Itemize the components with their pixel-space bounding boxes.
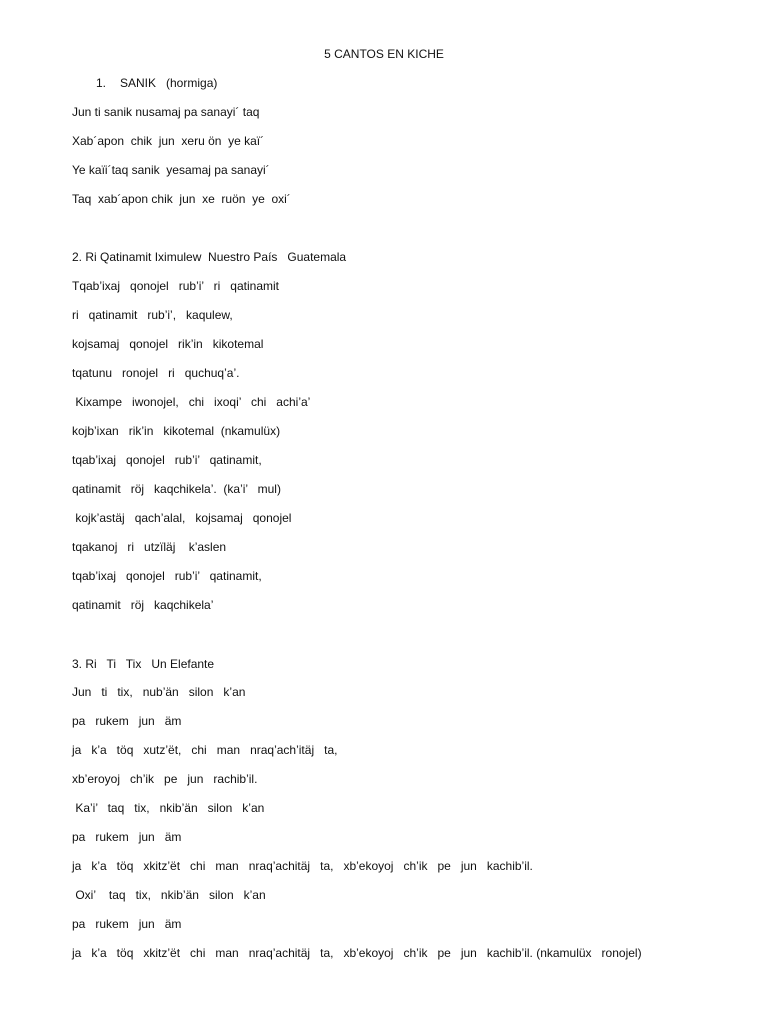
song1-heading: [96, 75, 217, 91]
song2-line-2: ri qatinamit rub’i’, kaqulew,: [72, 308, 233, 322]
song2-line-1: Tqab’ixaj qonojel rub’i’ ri qatinamit: [72, 279, 279, 293]
song1-line-2: Xab´apon chik jun xeru ön ye kaï´: [72, 134, 265, 148]
song2-line-12: qatinamit röj kaqchikela’: [72, 598, 214, 612]
song2-heading: 2. Ri Qatinamit Iximulew Nuestro País Guatemala: [72, 250, 347, 264]
song3-heading: 3. Ri Ti Tix Un Elefante: [72, 657, 215, 671]
song3-line-6: pa rukem jun äm: [72, 830, 182, 844]
song3-line-7: ja k’a töq xkitz’ët chi man nraq’achitäj ta, xb’ekoyoj ch’ik pe jun kachib’il.: [72, 859, 533, 873]
song2-line-10: tqakanoj ri utzïläj k’aslen: [72, 540, 227, 554]
document-title: 5 CANTOS EN KICHE: [324, 47, 444, 61]
song2-line-9: kojk’astäj qach’alal, kojsamaj qonojel: [72, 511, 292, 525]
song3-line-8: Oxi’ taq tix, nkib’än silon k’an: [72, 888, 266, 902]
song2-line-4: tqatunu ronojel ri quchuq’a’.: [72, 366, 240, 380]
song3-line-9: pa rukem jun äm: [72, 917, 182, 931]
song1-heading-text: SANIK (hormiga): [120, 76, 218, 90]
song3-line-2: pa rukem jun äm: [72, 714, 182, 728]
song3-line-1: Jun ti tix, nub’än silon k’an: [72, 685, 246, 699]
song2-line-6: kojb’ixan rik’in kikotemal (nkamulüx): [72, 424, 281, 438]
song2-line-11: tqab’ixaj qonojel rub’i’ qatinamit,: [72, 569, 262, 583]
song3-line-5: Ka’i’ taq tix, nkib’än silon k’an: [72, 801, 265, 815]
song1-line-4: Taq xab´apon chik jun xe ruön ye oxi´: [72, 192, 291, 206]
song1-line-1: Jun ti sanik nusamaj pa sanayi´ taq: [72, 105, 260, 119]
song2-line-5: Kixampe iwonojel, chi ixoqi’ chi achi’a’: [72, 395, 311, 409]
song2-line-7: tqab’ixaj qonojel rub’i’ qatinamit,: [72, 453, 262, 467]
song2-line-8: qatinamit röj kaqchikela’. (ka’i’ mul): [72, 482, 281, 496]
song3-line-4: xb’eroyoj ch’ik pe jun rachib’il.: [72, 772, 258, 786]
song1-line-3: Ye kaïi´taq sanik yesamaj pa sanayi´: [72, 163, 270, 177]
song3-line-3: ja k’a töq xutz’ët, chi man nraq’ach’itäj ta,: [72, 743, 338, 757]
song2-line-3: kojsamaj qonojel rik’in kikotemal: [72, 337, 264, 351]
song1-number: 1.: [96, 76, 107, 90]
song3-line-10: ja k’a töq xkitz’ët chi man nraq’achitäj ta, xb’ekoyoj ch’ik pe jun kachib’il. (nkamulüx ronojel): [72, 946, 642, 960]
